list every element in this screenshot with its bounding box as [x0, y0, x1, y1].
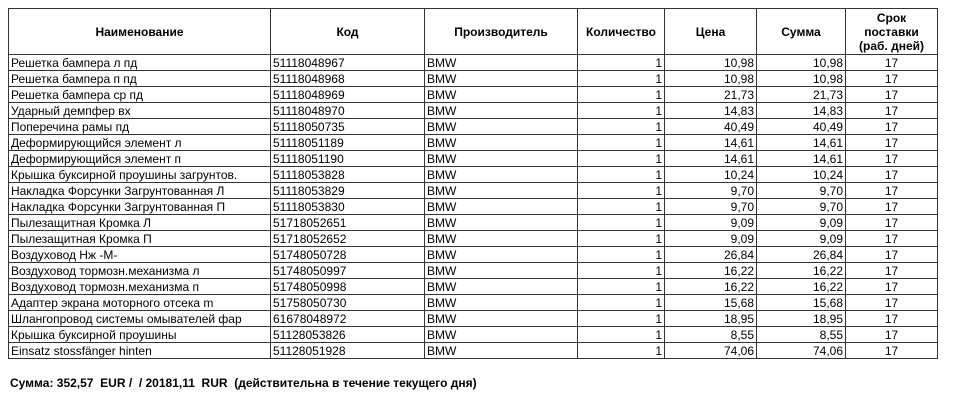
table-body [9, 55, 938, 359]
cell-code: 51118048969 [271, 87, 425, 103]
cell-qty: 1 [578, 183, 665, 199]
cell-maker: BMW [425, 231, 578, 247]
cell-qty: 1 [578, 343, 665, 359]
cell-term: 17 [846, 151, 938, 167]
cell-term: 17 [846, 327, 938, 343]
cell-maker: BMW [425, 215, 578, 231]
cell-sum: 16,22 [757, 279, 846, 295]
cell-maker: BMW [425, 183, 578, 199]
cell-price: 21,73 [665, 87, 757, 103]
table-row [9, 215, 938, 231]
cell-qty: 1 [578, 231, 665, 247]
table-row [9, 279, 938, 295]
cell-maker: BMW [425, 343, 578, 359]
cell-price: 14,61 [665, 135, 757, 151]
cell-name: Крышка буксирной проушины [9, 327, 271, 343]
cell-qty: 1 [578, 215, 665, 231]
cell-price: 14,83 [665, 103, 757, 119]
cell-code: 51128051928 [271, 343, 425, 359]
cell-code: 51118048968 [271, 71, 425, 87]
cell-name: Накладка Форсунки Загрунтованная П [9, 199, 271, 215]
cell-code: 51118048970 [271, 103, 425, 119]
header-name: Наименование [9, 9, 271, 55]
header-maker: Производитель [425, 9, 578, 55]
cell-qty: 1 [578, 263, 665, 279]
cell-term: 17 [846, 343, 938, 359]
header-code: Код [271, 9, 425, 55]
cell-sum: 9,70 [757, 199, 846, 215]
cell-maker: BMW [425, 247, 578, 263]
cell-code: 51718052651 [271, 215, 425, 231]
cell-name: Воздуховод Нж -M- [9, 247, 271, 263]
cell-maker: BMW [425, 119, 578, 135]
cell-qty: 1 [578, 135, 665, 151]
table-row [9, 263, 938, 279]
cell-code: 51128053826 [271, 327, 425, 343]
cell-price: 10,98 [665, 55, 757, 71]
table-row [9, 135, 938, 151]
table-row [9, 167, 938, 183]
cell-price: 8,55 [665, 327, 757, 343]
cell-qty: 1 [578, 327, 665, 343]
cell-sum: 14,61 [757, 151, 846, 167]
cell-price: 18,95 [665, 311, 757, 327]
cell-term: 17 [846, 71, 938, 87]
cell-term: 17 [846, 295, 938, 311]
cell-sum: 8,55 [757, 327, 846, 343]
table-row [9, 71, 938, 87]
cell-sum: 9,09 [757, 231, 846, 247]
cell-term: 17 [846, 183, 938, 199]
cell-code: 51118051190 [271, 151, 425, 167]
table-row [9, 119, 938, 135]
table-row [9, 103, 938, 119]
cell-term: 17 [846, 167, 938, 183]
cell-name: Деформирующийся элемент л [9, 135, 271, 151]
cell-maker: BMW [425, 263, 578, 279]
cell-term: 17 [846, 199, 938, 215]
cell-name: Накладка Форсунки Загрунтованная Л [9, 183, 271, 199]
cell-qty: 1 [578, 279, 665, 295]
table-row [9, 231, 938, 247]
cell-qty: 1 [578, 119, 665, 135]
cell-sum: 10,24 [757, 167, 846, 183]
cell-name: Деформирующийся элемент п [9, 151, 271, 167]
cell-term: 17 [846, 215, 938, 231]
cell-maker: BMW [425, 87, 578, 103]
cell-code: 51118051189 [271, 135, 425, 151]
cell-sum: 14,61 [757, 135, 846, 151]
cell-maker: BMW [425, 55, 578, 71]
cell-price: 16,22 [665, 263, 757, 279]
cell-qty: 1 [578, 103, 665, 119]
cell-maker: BMW [425, 311, 578, 327]
cell-maker: BMW [425, 167, 578, 183]
cell-sum: 9,09 [757, 215, 846, 231]
cell-name: Решетка бампера л пд [9, 55, 271, 71]
cell-qty: 1 [578, 199, 665, 215]
table-row [9, 55, 938, 71]
header-sum: Сумма [757, 9, 846, 55]
cell-price: 14,61 [665, 151, 757, 167]
cell-term: 17 [846, 311, 938, 327]
cell-code: 51118050735 [271, 119, 425, 135]
cell-code: 51758050730 [271, 295, 425, 311]
header-qty: Количество [578, 9, 665, 55]
cell-sum: 9,70 [757, 183, 846, 199]
header-term-line2: поставки [864, 24, 919, 39]
cell-term: 17 [846, 247, 938, 263]
header-term-line1: Срок [876, 10, 907, 25]
cell-qty: 1 [578, 87, 665, 103]
parts-table [8, 8, 938, 359]
cell-maker: BMW [425, 103, 578, 119]
cell-code: 51118053830 [271, 199, 425, 215]
cell-term: 17 [846, 231, 938, 247]
cell-maker: BMW [425, 71, 578, 87]
cell-price: 40,49 [665, 119, 757, 135]
cell-price: 26,84 [665, 247, 757, 263]
cell-name: Пылезащитная Кромка П [9, 231, 271, 247]
table-row [9, 327, 938, 343]
cell-qty: 1 [578, 247, 665, 263]
cell-sum: 21,73 [757, 87, 846, 103]
cell-price: 74,06 [665, 343, 757, 359]
cell-term: 17 [846, 119, 938, 135]
cell-price: 9,70 [665, 183, 757, 199]
cell-code: 51118053829 [271, 183, 425, 199]
cell-name: Поперечина рамы пд [9, 119, 271, 135]
cell-qty: 1 [578, 167, 665, 183]
cell-term: 17 [846, 87, 938, 103]
cell-price: 9,09 [665, 231, 757, 247]
cell-term: 17 [846, 135, 938, 151]
cell-qty: 1 [578, 311, 665, 327]
header-term-line3: (раб. дней) [859, 38, 924, 53]
cell-sum: 14,83 [757, 103, 846, 119]
cell-price: 9,09 [665, 215, 757, 231]
table-row [9, 295, 938, 311]
header-term [846, 9, 938, 55]
cell-sum: 74,06 [757, 343, 846, 359]
cell-sum: 16,22 [757, 263, 846, 279]
table-row [9, 343, 938, 359]
cell-price: 9,70 [665, 199, 757, 215]
cell-price: 10,24 [665, 167, 757, 183]
table-row [9, 183, 938, 199]
cell-code: 51748050728 [271, 247, 425, 263]
cell-name: Воздуховод тормозн.механизма п [9, 279, 271, 295]
table-row [9, 151, 938, 167]
cell-code: 51718052652 [271, 231, 425, 247]
cell-term: 17 [846, 263, 938, 279]
cell-name: Шлангопровод системы омывателей фар [9, 311, 271, 327]
cell-qty: 1 [578, 55, 665, 71]
cell-sum: 26,84 [757, 247, 846, 263]
cell-name: Решетка бампера п пд [9, 71, 271, 87]
cell-code: 51118048967 [271, 55, 425, 71]
cell-name: Пылезащитная Кромка Л [9, 215, 271, 231]
table-row [9, 199, 938, 215]
cell-qty: 1 [578, 151, 665, 167]
table-row [9, 87, 938, 103]
cell-price: 15,68 [665, 295, 757, 311]
total-summary: Сумма: 352,57 EUR / / 20181,11 RUR (действительна в течение текущего дня) [10, 376, 477, 390]
cell-name: Адаптер экрана моторного отсека m [9, 295, 271, 311]
cell-sum: 40,49 [757, 119, 846, 135]
cell-sum: 10,98 [757, 55, 846, 71]
cell-name: Ударный демпфер вх [9, 103, 271, 119]
cell-name: Решетка бампера ср пд [9, 87, 271, 103]
cell-maker: BMW [425, 135, 578, 151]
cell-maker: BMW [425, 279, 578, 295]
cell-qty: 1 [578, 295, 665, 311]
cell-code: 61678048972 [271, 311, 425, 327]
cell-name: Воздуховод тормозн.механизма л [9, 263, 271, 279]
cell-sum: 10,98 [757, 71, 846, 87]
header-price: Цена [665, 9, 757, 55]
cell-name: Крышка буксирной проушины загрунтов. [9, 167, 271, 183]
cell-term: 17 [846, 55, 938, 71]
cell-sum: 18,95 [757, 311, 846, 327]
table-header-row [9, 9, 938, 55]
table-row [9, 247, 938, 263]
cell-price: 16,22 [665, 279, 757, 295]
cell-code: 51748050998 [271, 279, 425, 295]
cell-name: Einsatz stossfänger hinten [9, 343, 271, 359]
cell-sum: 15,68 [757, 295, 846, 311]
cell-code: 51118053828 [271, 167, 425, 183]
cell-maker: BMW [425, 327, 578, 343]
cell-code: 51748050997 [271, 263, 425, 279]
table-row [9, 311, 938, 327]
cell-maker: BMW [425, 295, 578, 311]
cell-term: 17 [846, 279, 938, 295]
cell-maker: BMW [425, 151, 578, 167]
cell-price: 10,98 [665, 71, 757, 87]
cell-maker: BMW [425, 199, 578, 215]
cell-term: 17 [846, 103, 938, 119]
cell-qty: 1 [578, 71, 665, 87]
